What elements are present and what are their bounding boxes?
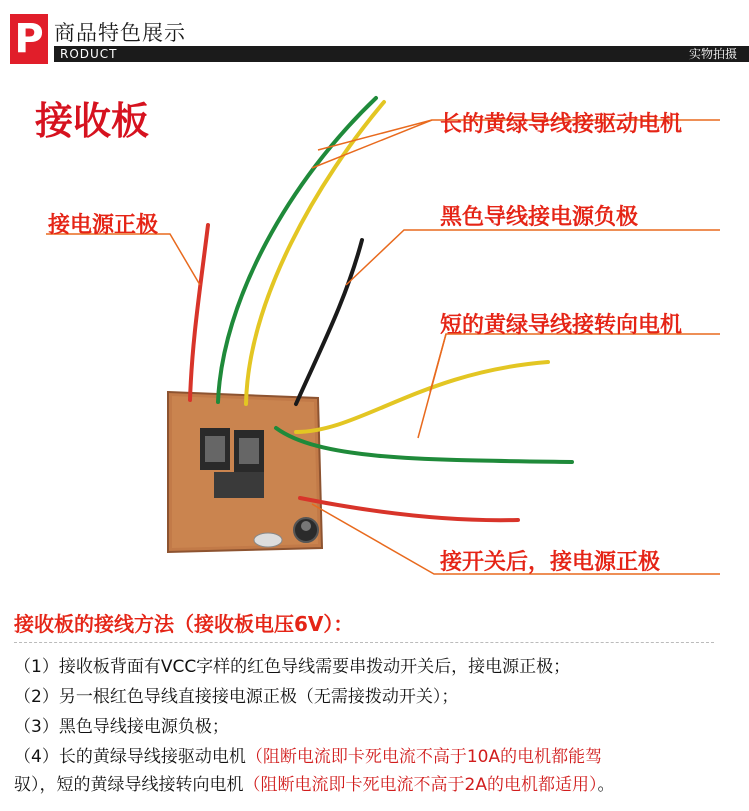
ic-chip bbox=[214, 472, 264, 498]
callout-switch-positive: 接开关后，接电源正极 bbox=[440, 550, 661, 575]
method-title: 接收板的接线方法（接收板电压6V）： bbox=[14, 612, 354, 636]
divider bbox=[14, 642, 714, 643]
note-line-4-main: （4）长的黄绿导线接驱动电机 bbox=[14, 747, 246, 767]
note-line-5-red: （阻断电流即卡死电流不高于2A的电机都适用） bbox=[243, 775, 598, 795]
note-line-2: （2）另一根红色导线直接接电源正极（无需接拨动开关）； bbox=[14, 687, 459, 707]
wire-red-power bbox=[190, 225, 208, 400]
callout-short-wires: 短的黄绿导线接转向电机 bbox=[440, 313, 683, 338]
header-subtitle: RODUCT bbox=[60, 47, 118, 61]
callout-power-positive: 接电源正极 bbox=[48, 213, 159, 238]
note-line-4-red: （阻断电流即卡死电流不高于10A的电机都能驾 bbox=[245, 747, 603, 767]
callout-black-wire: 黑色导线接电源负极 bbox=[440, 205, 639, 230]
pcb-board bbox=[168, 392, 322, 552]
note-line-1: （1）接收板背面有VCC字样的红色导线需要串拨动开关后，接电源正极； bbox=[14, 657, 571, 677]
note-line-5 bbox=[14, 770, 614, 795]
header-title: 商品特色展示 bbox=[54, 21, 186, 45]
header-right-label: 实物拍摄 bbox=[688, 47, 737, 61]
note-line-5-main: 驭），短的黄绿导线接转向电机 bbox=[14, 775, 244, 795]
wire-black bbox=[296, 240, 362, 404]
page-title: 接收板 bbox=[35, 99, 150, 143]
callout-lines bbox=[46, 120, 720, 574]
crystal bbox=[254, 533, 282, 547]
note-line-3: （3）黑色导线接电源负极； bbox=[14, 717, 229, 737]
note-line-4 bbox=[14, 742, 602, 767]
callout-long-wires: 长的黄绿导线接驱动电机 bbox=[440, 112, 683, 137]
product-badge: P bbox=[10, 14, 48, 64]
note-line-5-end: 。 bbox=[597, 775, 615, 795]
wire-red-switch bbox=[300, 498, 518, 520]
